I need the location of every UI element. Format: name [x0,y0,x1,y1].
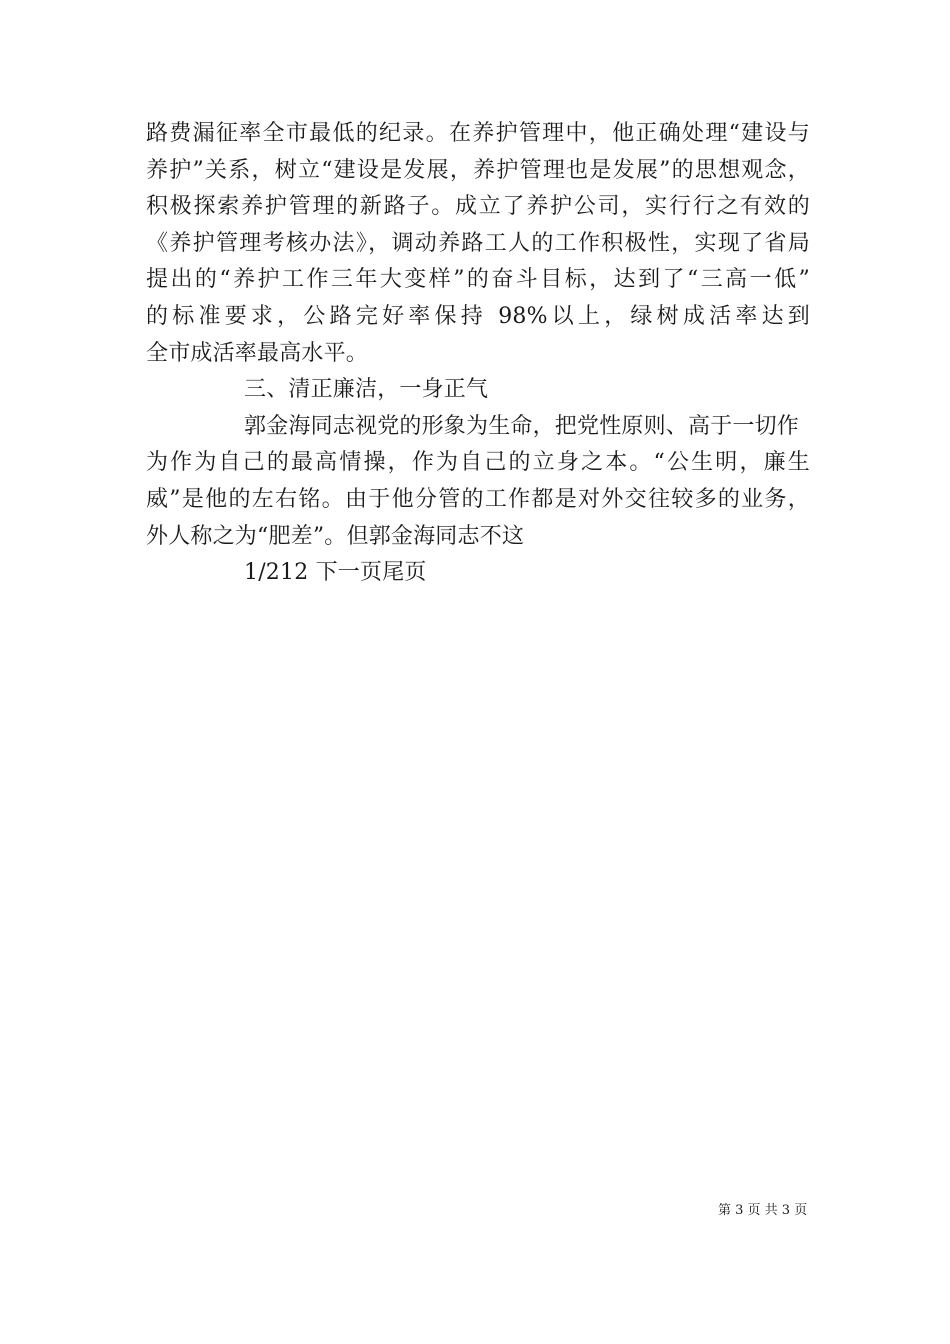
paragraph-line: 积极探索养护管理的新路子。成立了养护公司，实行行之有效的 [146,194,810,220]
paragraph-line: 为作为自己的最高情操，作为自己的立身之本。“公生明，廉生 [146,450,810,476]
paragraph-line: 路费漏征率全市最低的纪录。在养护管理中，他正确处理“建设与 [146,121,810,146]
document-body [146,116,810,592]
paragraph-line: 外人称之为“肥差”。但郭金海同志不这 [146,523,525,549]
paragraph-line: 威”是他的左右铭。由于他分管的工作都是对外交往较多的业务， [146,486,810,512]
paragraph-line: 提出的“养护工作三年大变样”的奋斗目标，达到了“三高一低” [146,267,810,293]
section-heading: 三、清正廉洁，一身正气 [244,377,489,403]
page-footer: 第 3 页 共 3 页 [718,1203,808,1218]
paragraph-line: 郭金海同志视党的形象为生命，把党性原则、高于一切作 [244,413,800,439]
paragraph-line: 的标准要求，公路完好率保持 98%以上，绿树成活率达到 [146,303,810,329]
paragraph-line: 《养护管理考核办法》，调动养路工人的工作积极性，实现了省局 [146,230,810,256]
paragraph-line: 全市成活率最高水平。 [146,340,369,366]
pagination-text: 1/212 下一页尾页 [244,560,427,586]
paragraph-line: 养护”关系，树立“建设是发展，养护管理也是发展”的思想观念， [146,157,810,183]
